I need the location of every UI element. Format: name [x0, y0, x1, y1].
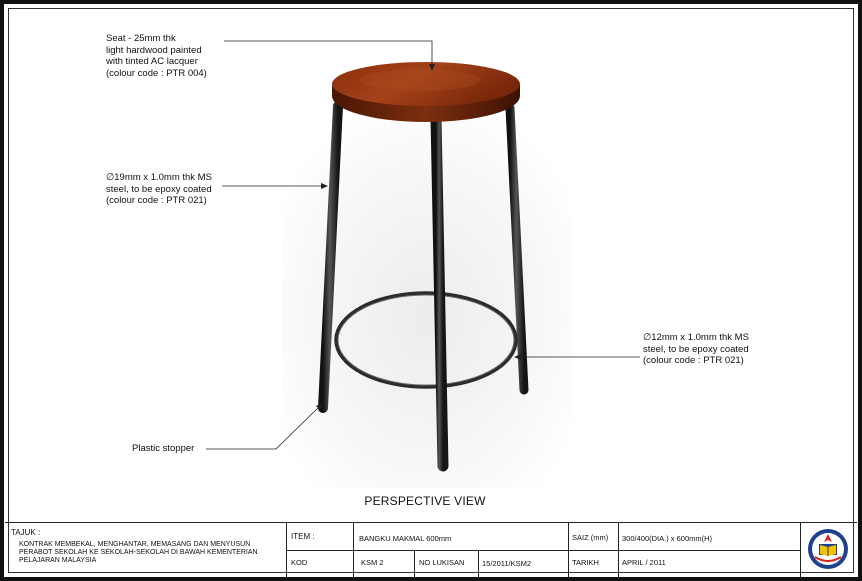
leg-callout-line: ∅19mm x 1.0mm thk MS: [106, 172, 212, 183]
kod-value: KSM 2: [361, 558, 384, 567]
view-title: PERSPECTIVE VIEW: [364, 494, 486, 508]
kod-label: KOD: [291, 558, 308, 567]
ring-callout: [643, 332, 749, 367]
ring-callout-line: (colour code : PTR 021): [643, 355, 744, 366]
ring-callout-line: ∅12mm x 1.0mm thk MS: [643, 332, 749, 343]
tajuk-text: KONTRAK MEMBEKAL, MENGHANTAR, MEMASANG DAN MENYUSUN PERABOT SEKOLAH KE SEKOLAH-SEKOLAH DI BAWAH KEMENTERIAN PELAJARAN MALAYSIA: [19, 541, 258, 564]
seat-callout-line: light hardwood painted: [106, 44, 202, 56]
ministry-logo: [806, 527, 850, 571]
leg-callout: [106, 172, 212, 207]
seat-callout-line: Seat - 25mm thk: [106, 33, 176, 44]
saiz-value: 300/400(DIA.) x 600mm(H): [622, 534, 713, 543]
saiz-label: SAIZ (mm): [572, 533, 609, 542]
tajuk-label: TAJUK :: [11, 528, 41, 537]
ring-callout-line: steel, to be epoxy coated: [643, 343, 749, 355]
leg-callout-line: (colour code : PTR 021): [106, 195, 207, 206]
seat-callout-line: (colour code : PTR 004): [106, 67, 207, 79]
lukisan-value: 15/2011/KSM2: [482, 559, 532, 568]
front-right-leg: [436, 118, 443, 466]
divider: [800, 523, 801, 577]
seat-top-sheen: [360, 69, 480, 91]
tarikh-label: TARIKH: [572, 558, 599, 567]
item-value: BANGKU MAKMAL 600mm: [359, 534, 452, 543]
seat-callout: [106, 33, 207, 79]
title-block: [5, 522, 857, 576]
lukisan-label: NO LUKISAN: [419, 558, 465, 567]
item-label: ITEM :: [291, 532, 315, 541]
tarikh-value: APRIL / 2011: [622, 558, 666, 567]
divider: [286, 550, 800, 551]
stopper-callout-line: Plastic stopper: [132, 443, 195, 454]
divider: [414, 550, 415, 577]
leg-callout-line: steel, to be epoxy coated: [106, 183, 212, 195]
seat-callout-line: with tinted AC lacquer: [106, 56, 198, 67]
divider: [478, 550, 479, 577]
stopper-callout: [132, 443, 194, 455]
